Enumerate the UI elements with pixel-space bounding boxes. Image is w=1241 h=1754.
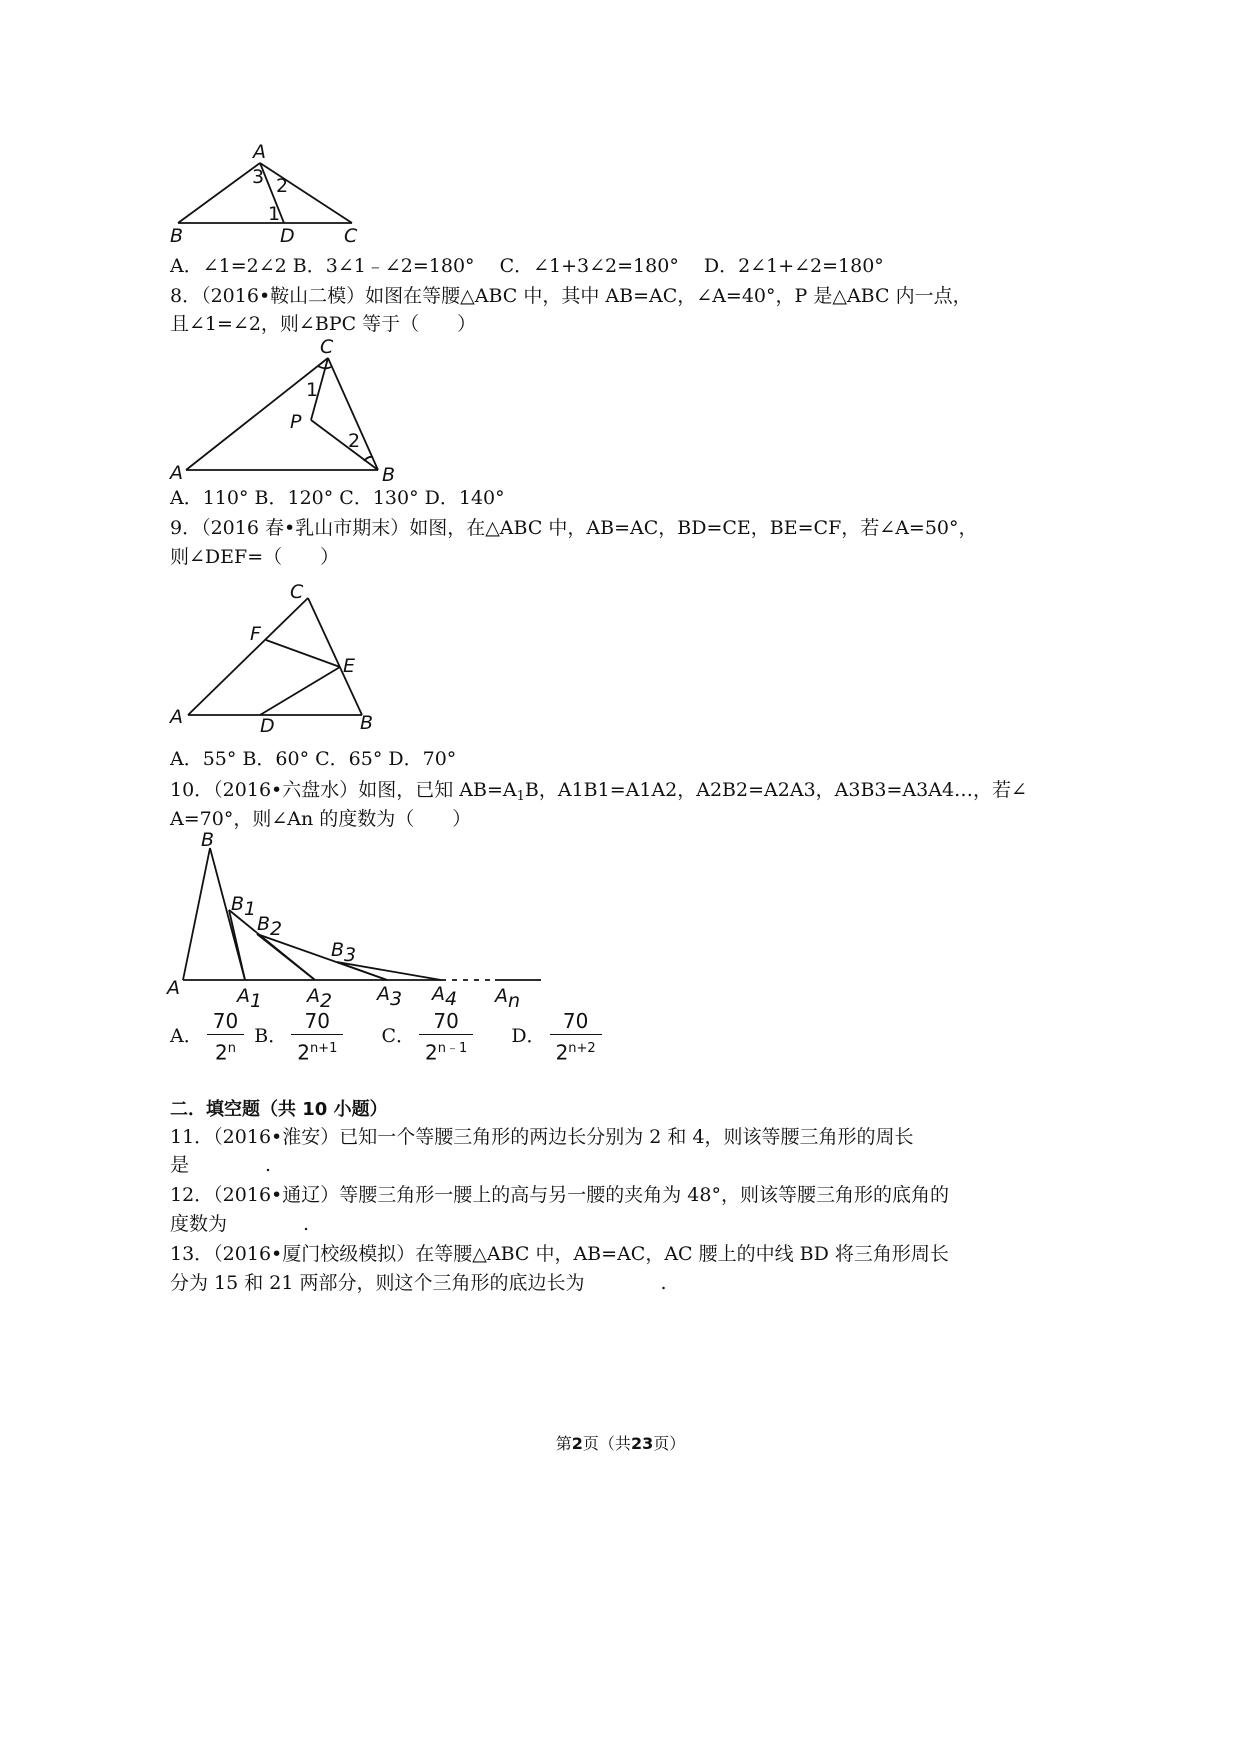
q10-option-b-fraction: $\frac{70}{2^{n+1}}$ bbox=[291, 1008, 343, 1067]
q13-line2: 分为 15 和 21 两部分，则这个三角形的底边长为 . bbox=[170, 1272, 667, 1294]
q10-label-a4: A4 bbox=[432, 983, 458, 1010]
q7-figure bbox=[170, 140, 370, 250]
q8-figure bbox=[168, 336, 408, 486]
q7-angle-3: 3 bbox=[252, 166, 265, 188]
q8-line1: 8．（2016•鞍山二模）如图在等腰△ABC 中，其中 AB=AC，∠A=40°，P 是△ABC 内一点， bbox=[170, 285, 972, 307]
q8-arc-2 bbox=[364, 457, 373, 461]
q10-figure bbox=[165, 826, 555, 1011]
q9-line1: 9．（2016 春•乳山市期末）如图，在△ABC 中，AB=AC，BD=CE，BE=CF，若∠A=50°， bbox=[170, 517, 978, 539]
q8-label-a: A bbox=[170, 462, 183, 484]
q9-label-e: E bbox=[343, 655, 356, 677]
q10-options bbox=[170, 1006, 606, 1066]
q7-angle-1: 1 bbox=[268, 203, 281, 225]
q10-option-d-label: D． bbox=[511, 1025, 546, 1047]
q11-line2: 是 . bbox=[170, 1154, 272, 1176]
q10-option-b-label: B． bbox=[254, 1025, 288, 1047]
q8-ac-line bbox=[186, 358, 328, 470]
q10-label-b: B bbox=[201, 829, 215, 851]
q8-options: A．110° B．120° C．130° D．140° bbox=[170, 487, 505, 509]
q10-option-c-fraction: $\frac{70}{2^{n﹣1}}$ bbox=[419, 1008, 473, 1067]
q8-label-p: P bbox=[290, 411, 302, 433]
q7-label-c: C bbox=[344, 225, 358, 247]
q10-line1: 10．（2016•六盘水）如图，已知 $AB=A_1B$，A1B1=A1A2，A2B2=A2A3，A3B3=A3A4…，若∠ bbox=[170, 779, 1027, 804]
q10-label-a1: A1 bbox=[237, 985, 263, 1011]
q8-pb-line bbox=[311, 420, 378, 470]
q9-ed-line bbox=[260, 667, 340, 715]
q9-line2: 则∠DEF=（ ） bbox=[170, 546, 340, 568]
q10-label-an: An bbox=[495, 985, 521, 1011]
q12-line1: 12．（2016•通辽）等腰三角形一腰上的高与另一腰的夹角为 48°，则该等腰三角形的底角的 bbox=[170, 1184, 949, 1206]
q8-arc-1 bbox=[318, 366, 331, 368]
q10-option-a-fraction: $\frac{70}{2^n}$ bbox=[207, 1008, 244, 1067]
q10-label-b3: B3 bbox=[331, 939, 357, 966]
total-page-count: 23 bbox=[630, 1434, 654, 1453]
q7-options: A．∠1=2∠2 B．3∠1﹣∠2=180° C．∠1+3∠2=180° D．2∠1+∠2=180° bbox=[170, 255, 884, 277]
q9-options: A．55° B．60° C．65° D．70° bbox=[170, 748, 457, 770]
q10-option-a-label: A． bbox=[170, 1025, 203, 1047]
q10-option-c-label: C． bbox=[381, 1025, 415, 1047]
q8-label-c: C bbox=[320, 336, 334, 358]
q8-cb-line bbox=[328, 358, 378, 470]
q7-angle-2: 2 bbox=[276, 175, 289, 197]
q10-label-a3: A3 bbox=[377, 983, 403, 1010]
q10-a2b2-line bbox=[257, 934, 315, 980]
current-page-number: 2 bbox=[571, 1434, 583, 1453]
q7-label-d: D bbox=[280, 225, 295, 247]
q10-ab-line bbox=[183, 848, 210, 980]
q10-label-b2: B2 bbox=[257, 913, 283, 940]
q7-label-b: B bbox=[170, 225, 184, 247]
section-2-heading: 二．填空题（共 10 小题） bbox=[170, 1099, 388, 1120]
q11-line1: 11．（2016•淮安）已知一个等腰三角形的两边长分别为 2 和 4，则该等腰三角形的周长 bbox=[170, 1126, 914, 1148]
q10-option-d-fraction: $\frac{70}{2^{n+2}}$ bbox=[550, 1008, 602, 1067]
q10-label-a: A bbox=[167, 977, 180, 999]
q8-angle-2: 2 bbox=[348, 430, 361, 452]
q8-angle-1: 1 bbox=[306, 379, 319, 401]
q10-label-b1: B1 bbox=[231, 893, 257, 920]
q12-line2: 度数为 . bbox=[170, 1213, 310, 1235]
q9-label-c: C bbox=[290, 581, 304, 603]
q9-label-b: B bbox=[360, 712, 374, 734]
q10-line2: A=70°，则∠An 的度数为（ ） bbox=[170, 808, 472, 830]
q9-figure bbox=[168, 578, 398, 738]
q9-label-f: F bbox=[250, 623, 261, 645]
q9-label-d: D bbox=[260, 715, 275, 737]
q9-label-a: A bbox=[170, 706, 183, 728]
q13-line1: 13．（2016•厦门校级模拟）在等腰△ABC 中，AB=AC，AC 腰上的中线 BD 将三角形周长 bbox=[170, 1243, 949, 1265]
q8-label-b: B bbox=[382, 464, 396, 486]
q7-label-a: A bbox=[253, 141, 266, 163]
q10-label-a2: A2 bbox=[307, 985, 333, 1011]
page-footer: 第2页（共23页） bbox=[555, 1434, 686, 1453]
q8-line2: 且∠1=∠2，则∠BPC 等于（ ） bbox=[170, 313, 477, 335]
q7-ab-line bbox=[178, 163, 260, 223]
